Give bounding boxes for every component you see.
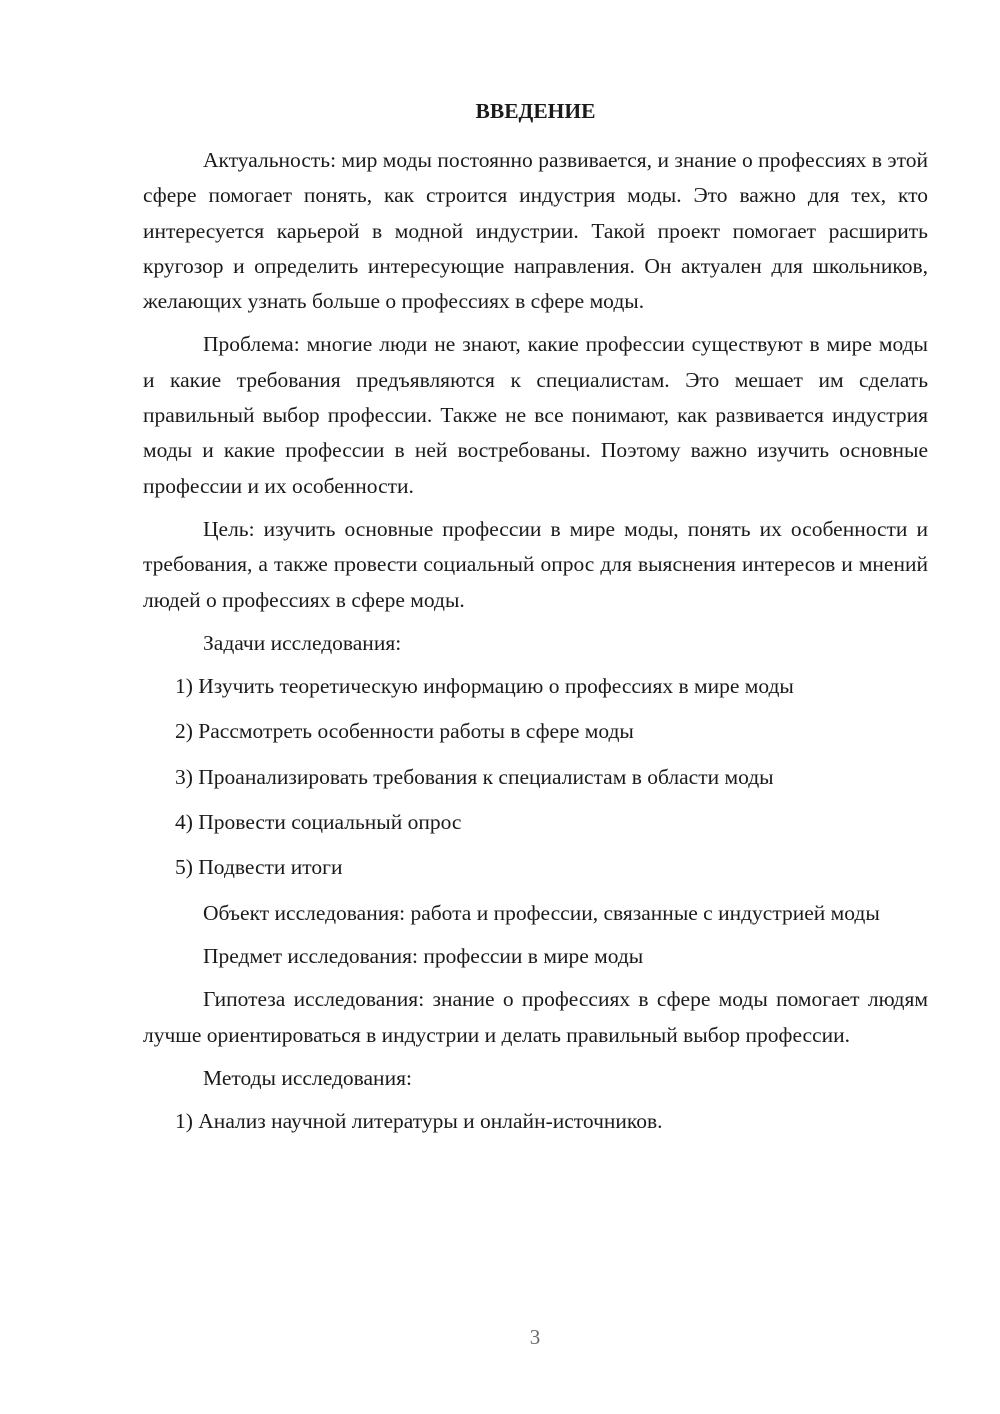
task-item: 1) Изучить теоретическую информацию о профессиях в мире моды: [175, 674, 794, 699]
subject-paragraph: Предмет исследования: профессии в мире моды: [203, 943, 644, 968]
object-paragraph: Объект исследования: работа и профессии, связанные с индустрией моды: [203, 900, 880, 925]
task-item: 5) Подвести итоги: [175, 855, 343, 880]
page-number: 3: [529, 1325, 541, 1349]
methods-heading: Методы исследования:: [203, 1065, 412, 1090]
page-content: [143, 94, 928, 1149]
section-title: ВВЕДЕНИЕ: [475, 99, 596, 123]
relevance-paragraph: Актуальность: мир моды постоянно развивается, и знание о профессиях в этой сфере помогает понять, как строится индустрия моды. Это важно для тех, кто интересуется карьерой в модной индустрии. Такой проект помогает расширить кругозор и определить интересующие направления. Он актуален для школьников, желающих узнать больше о профессиях в сфере моды.: [143, 148, 928, 314]
method-item: 1) Анализ научной литературы и онлайн-источников.: [175, 1109, 663, 1134]
goal-paragraph: Цель: изучить основные профессии в мире моды, понять их особенности и требования, а также провести социальный опрос для выяснения интересов и мнений людей о профессиях в сфере моды.: [143, 516, 928, 612]
task-item: 3) Проанализировать требования к специалистам в области моды: [175, 764, 774, 789]
tasks-heading: Задачи исследования:: [203, 630, 402, 655]
hypothesis-paragraph: Гипотеза исследования: знание о профессиях в сфере моды помогает людям лучше ориентироваться в индустрии и делать правильный выбор профессии.: [143, 987, 928, 1047]
task-item: 4) Провести социальный опрос: [175, 810, 462, 835]
task-item: 2) Рассмотреть особенности работы в сфере моды: [175, 719, 634, 744]
problem-paragraph: Проблема: многие люди не знают, какие профессии существуют в мире моды и какие требования предъявляются к специалистам. Это мешает им сделать правильный выбор профессии. Также не все понимают, как развивается индустрия моды и какие профессии в ней востребованы. Поэтому важно изучить основные профессии и их особенности.: [143, 332, 928, 498]
